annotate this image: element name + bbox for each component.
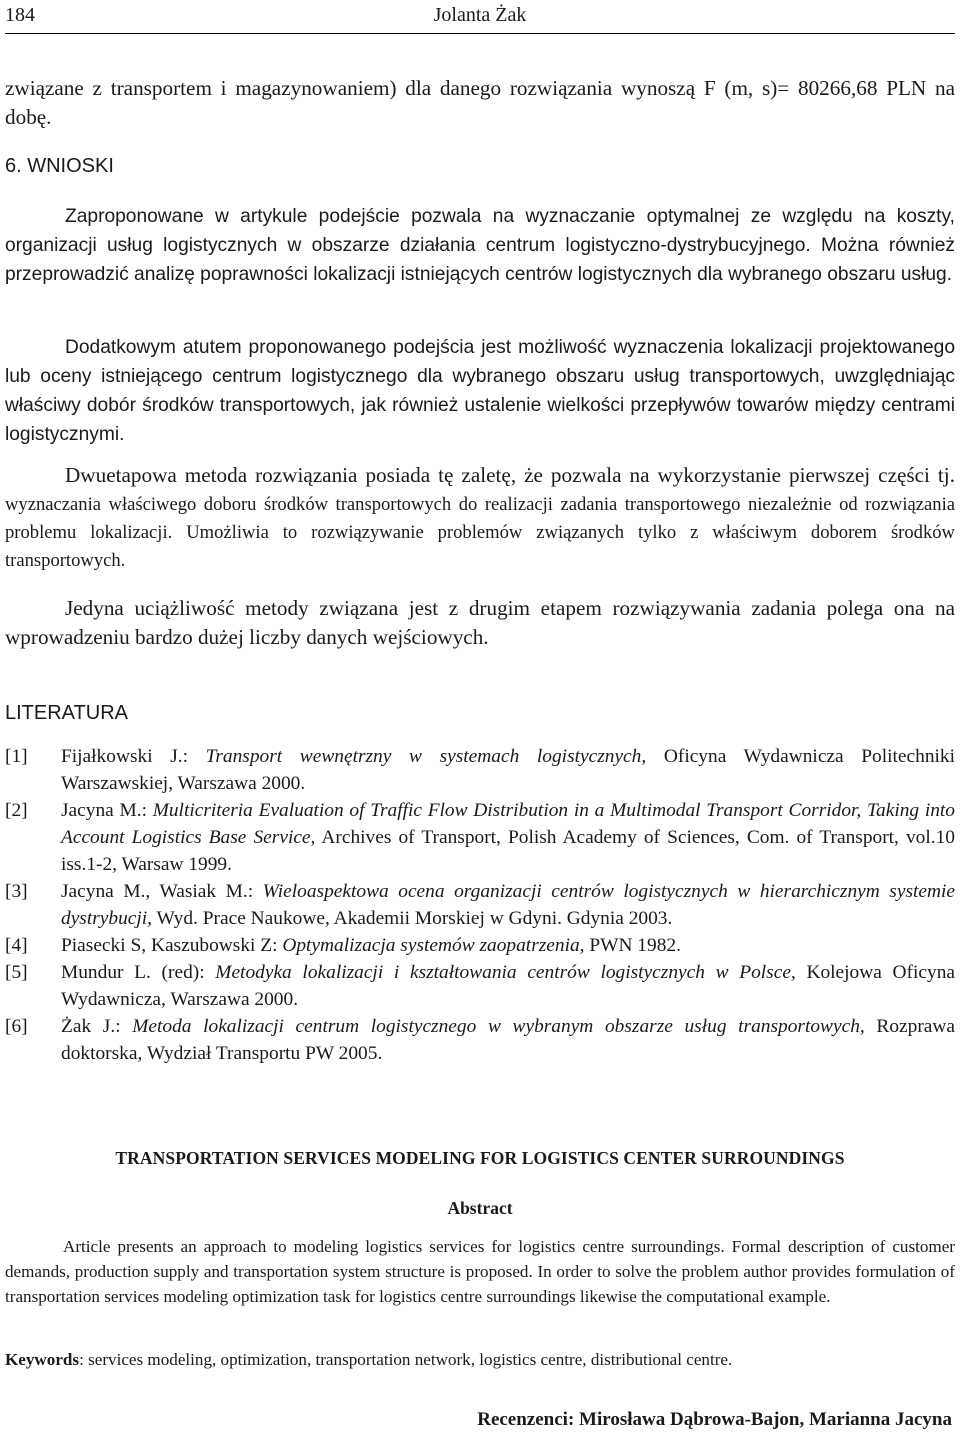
reference-list [5,743,955,1067]
reviewers-line: Recenzenci: Mirosława Dąbrowa-Bajon, Marianna Jacyna [477,1409,952,1430]
reference-authors: Jacyna M., Wasiak M.: [61,881,263,902]
reference-publisher: PWN 1982. [584,935,681,956]
conclusions-paragraph-2: Dodatkowym atutem proponowanego podejścia jest możliwość wyznaczenia lokalizacji projektowanego lub oceny istniejącego centrum logistycznego dla wybranego obszaru usług transportowych, uwzględniając właściwy dobór środków transportowych, jak również ustalenie wielkości przepływów towarów między centrami logistycznymi. [5,337,955,445]
reference-title: Multicriteria Evaluation of Traffic Flow Distribution in a Multimodal Transport Corridor, Taking into Account Logistics Base Service, [61,800,955,848]
reference-title: Wieloaspektowa ocena organizacji centrów logistycznych w hierarchicznym systemie dystrybucji, [61,881,956,929]
conclusions-paragraph-3 [5,462,955,574]
reference-number: [6] [5,1016,28,1037]
conclusions-paragraph-1: Zaproponowane w artykule podejście pozwala na wyznaczanie optymalnej ze względu na koszty, organizacji usług logistycznych w obszarze działania centrum logistyczno-dystrybucyjnego. Można również przeprowadzić analizę poprawności lokalizacji istniejących centrów logistycznych dla wybranego obszaru usług. [5,206,955,285]
reference-publisher: Kolejowa Oficyna Wydawnicza, Warszawa 2000. [61,962,955,1010]
reference-publisher: Oficyna Wydawnicza Politechniki Warszawskiej, Warszawa 2000. [61,746,955,794]
conclusions-paragraph-4: Jedyna uciążliwość metody związana jest z drugim etapem rozwiązywania zadania polega ona na wprowadzeniu bardzo dużej liczby danych wejściowych. [5,596,955,649]
section-heading: 6. WNIOSKI [5,155,114,177]
running-header-author: Jolanta Żak [433,4,527,26]
reference-authors: Piasecki S, Kaszubowski Z: [61,935,283,956]
reference-authors: Jacyna M.: [61,800,153,821]
reference-item [5,932,955,959]
reference-item [5,878,955,932]
reference-item [5,1013,955,1067]
keywords-list: : services modeling, optimization, transportation network, logistics centre, distributional centre. [79,1350,733,1369]
keywords-line [5,1347,955,1372]
intro-paragraph: związane z transportem i magazynowaniem) dla danego rozwiązania wynoszą F (m, s)= 80266,68 PLN na dobę. [5,76,955,129]
reference-authors: Mundur L. (red): [61,962,216,983]
english-title: TRANSPORTATION SERVICES MODELING FOR LOGISTICS CENTER SURROUNDINGS [115,1148,845,1168]
reference-authors: Żak J.: [61,1016,133,1037]
reference-authors: Fijałkowski J.: [61,746,206,767]
literature-heading: LITERATURA [5,702,128,724]
reference-publisher: Archives of Transport, Polish Academy of Sciences, Com. of Transport, vol.10 iss.1-2, Warsaw 1999. [61,827,955,875]
reference-title: Optymalizacja systemów zaopatrzenia, [282,935,585,956]
keywords-label: Keywords [5,1350,80,1369]
conclusions-paragraph-3-rest: wyznaczania właściwego doboru środków transportowych do realizacji zadania transportowego niezależnie od rozwiązania problemu lokalizacji. Umożliwia to rozwiązywanie problemów związanych tylko z właściwym doborem środków transportowych. [5,494,955,571]
conclusions-paragraph-3-lead: Dwuetapowa metoda rozwiązania posiada tę zaletę, że pozwala na wykorzystanie pierwszej części tj. [65,463,955,487]
running-header [5,0,955,36]
reference-title: Transport wewnętrzny w systemach logistycznych, [205,746,647,767]
reference-item [5,959,955,1013]
reference-publisher: Rozprawa doktorska, Wydział Transportu PW 2005. [61,1016,956,1064]
header-rule [5,33,955,34]
reference-title: Metoda lokalizacji centrum logistycznego w wybranym obszarze usług transportowych, [132,1016,865,1037]
reference-number: [2] [5,800,28,821]
reference-item [5,797,955,878]
reference-number: [5] [5,962,28,983]
reference-number: [3] [5,881,28,902]
page-number: 184 [5,4,35,26]
reference-publisher: Wyd. Prace Naukowe, Akademii Morskiej w Gdyni. Gdynia 2003. [152,908,673,929]
abstract-text: Article presents an approach to modeling logistics services for logistics centre surroundings. Formal description of customer demands, production supply and transportation system structure is proposed. In order to solve the problem author provides formulation of transportation services modeling optimization task for logistics centre surroundings likewise the computational example. [5,1237,955,1306]
abstract-heading: Abstract [447,1198,513,1218]
reference-title: Metodyka lokalizacji i kształtowania centrów logistycznych w Polsce, [215,962,796,983]
reference-number: [4] [5,935,28,956]
reference-number: [1] [5,746,28,767]
reference-item [5,743,955,797]
